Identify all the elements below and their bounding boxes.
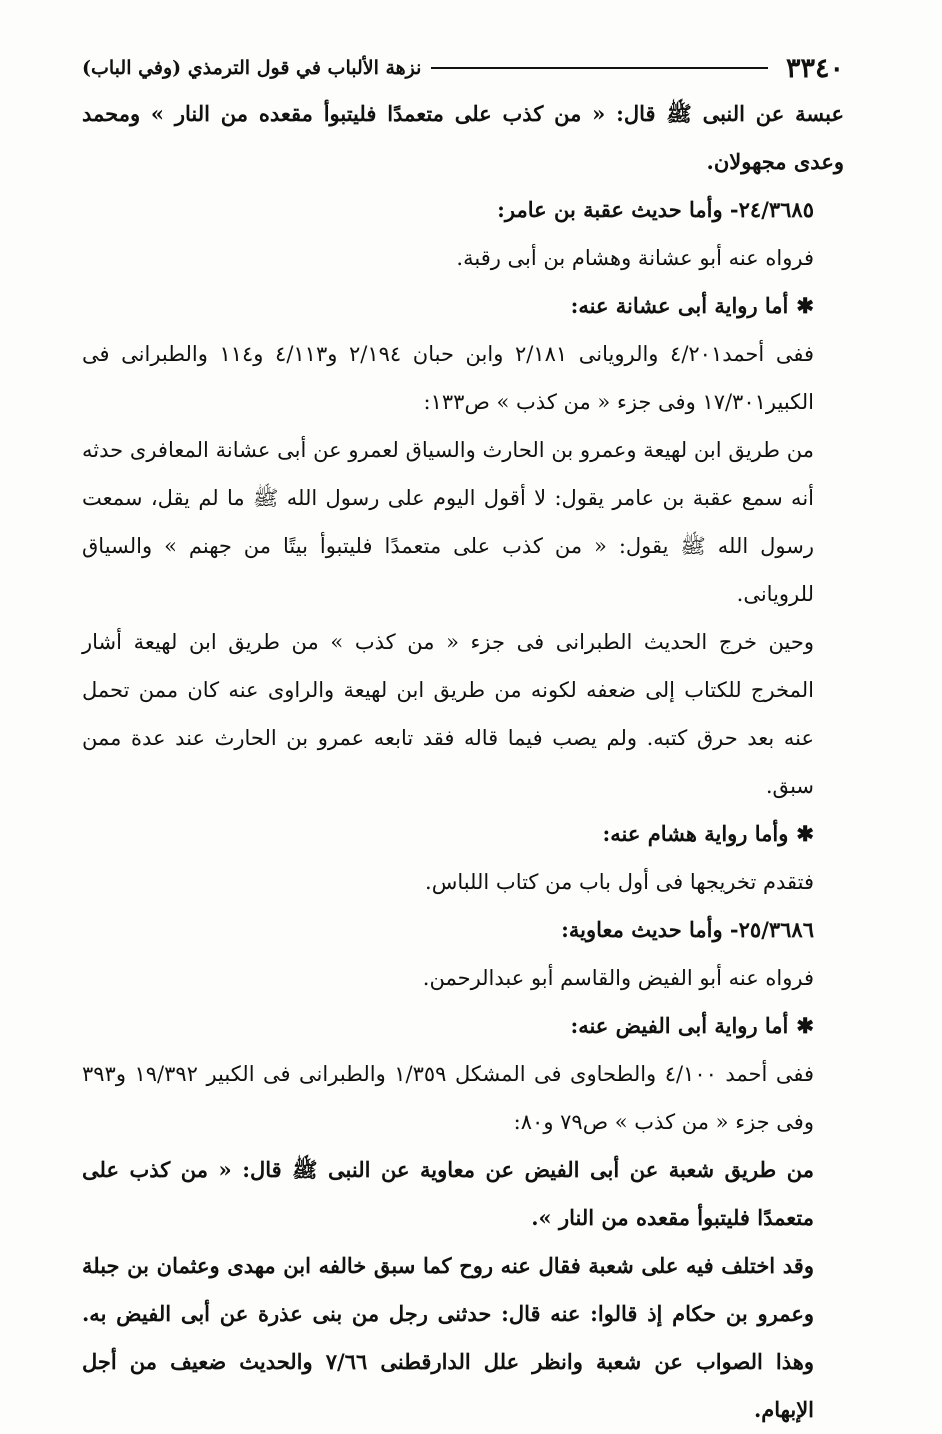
subsection-heading bbox=[82, 1002, 844, 1050]
hadith-heading: ٢٤/٣٦٨٥- وأما حديث عقبة بن عامر: bbox=[497, 197, 814, 222]
page-header bbox=[82, 46, 844, 90]
subsection-heading-text: أما رواية أبى الفيض عنه: bbox=[570, 1013, 789, 1038]
hadith-heading: ٢٥/٣٦٨٦- وأما حديث معاوية: bbox=[561, 917, 814, 942]
page-number: ٣٣٤٠ bbox=[785, 52, 844, 84]
paragraph: ففى أحمد٤/٢٠١ والرويانى ٢/١٨١ وابن حبان ٢/١٩٤ و٤/١١٣ و١١٤ والطبرانى فى الكبير١٧/٣٠١ وفى جزء « من كذب » ص١٣٣: bbox=[82, 342, 814, 414]
running-title: نزهة الألباب في قول الترمذي (وفي الباب) bbox=[82, 57, 422, 79]
paragraph: وقد اختلف فيه على شعبة فقال عنه روح كما سبق خالفه ابن مهدى وعثمان بن جبلة وعمرو بن حكام إذ قالوا: عنه قال: حدثنى رجل من بنى عذرة عن أبى الفيض به. وهذا الصواب عن شعبة وانظر علل الدارقطنى ٧/٦٦ والحديث ضعيف من أجل الإبهام. bbox=[82, 1253, 815, 1422]
subsection-heading-text: أما رواية أبى عشانة عنه: bbox=[570, 293, 789, 318]
asterisk-bullet-icon: ✱ bbox=[796, 821, 814, 846]
paragraph: ففى أحمد ٤/١٠٠ والطحاوى فى المشكل ١/٣٥٩ والطبرانى فى الكبير ١٩/٣٩٢ و٣٩٣ وفى جزء « من كذب » ص٧٩ و٨٠: bbox=[82, 1062, 815, 1134]
asterisk-bullet-icon: ✱ bbox=[796, 293, 814, 318]
asterisk-bullet-icon: ✱ bbox=[796, 1013, 814, 1038]
header-rule bbox=[431, 67, 768, 69]
subsection-heading bbox=[82, 282, 844, 330]
paragraph: فتقدم تخريجها فى أول باب من كتاب اللباس. bbox=[425, 870, 814, 894]
paragraph: وحين خرج الحديث الطبرانى فى جزء « من كذب » من طريق ابن لهيعة أشار المخرج للكتاب إلى ضعفه لكونه من طريق ابن لهيعة والراوى عنه كان ممن تحمل عنه بعد حرق كتبه. ولم يصب فيما قاله فقد تابعه عمرو بن الحارث عند عدة ممن سبق. bbox=[82, 630, 814, 798]
paragraph: فرواه عنه أبو الفيض والقاسم أبو عبدالرحمن. bbox=[422, 966, 814, 990]
paragraph: عبسة عن النبى ﷺ قال: « من كذب على متعمدًا فليتبوأ مقعده من النار » ومحمد وعدى مجهولان. bbox=[82, 101, 844, 174]
paragraph: فرواه عنه أبو عشانة وهشام بن أبى رقبة. bbox=[456, 246, 814, 270]
paragraph: من طريق ابن لهيعة وعمرو بن الحارث والسياق لعمرو عن أبى عشانة المعافرى حدثه أنه سمع عقبة بن عامر يقول: لا أقول اليوم على رسول الله ﷺ ما لم يقل، سمعت رسول الله ﷺ يقول: « من كذب على متعمدًا فليتبوأ بيتًا من جهنم » والسياق للرويانى. bbox=[82, 438, 814, 606]
body-text bbox=[82, 90, 844, 1434]
subsection-heading-text: وأما رواية هشام عنه: bbox=[602, 821, 789, 846]
paragraph: من طريق شعبة عن أبى الفيض عن معاوية عن النبى ﷺ قال: « من كذب على متعمدًا فليتبوأ مقعده من النار ». bbox=[82, 1157, 814, 1230]
subsection-heading bbox=[82, 810, 844, 858]
